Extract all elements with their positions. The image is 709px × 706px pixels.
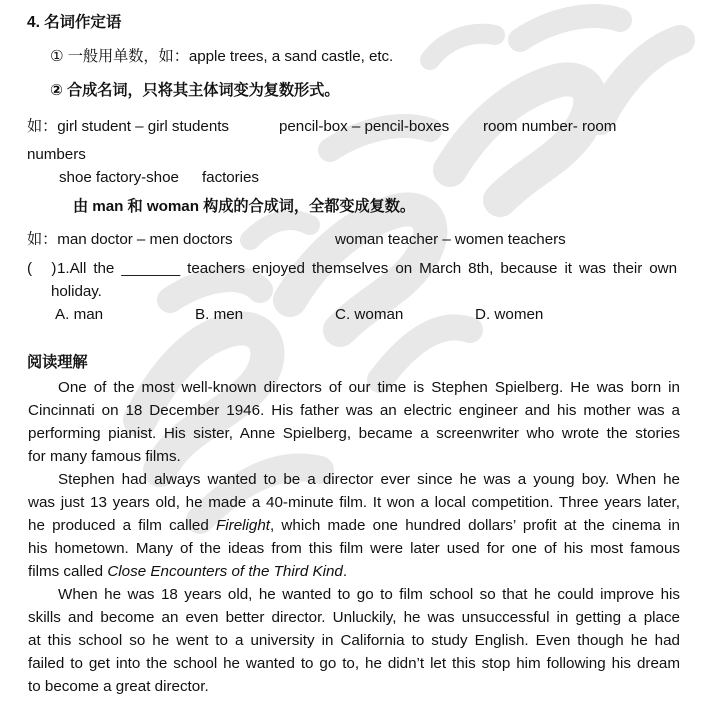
question-text: 1.All the _______ teachers enjoyed themselves on March 8th, because it was their own	[57, 260, 677, 277]
paragraph-line: One of the most well-known directors of our time is Stephen Spielberg. He was born in	[58, 379, 680, 396]
film-title-close-encounters: Close Encounters of the Third Kind	[107, 563, 343, 580]
paragraph-line: to become a great director.	[28, 678, 209, 695]
paragraph-line: performing pianist. His sister, Anne Spielberg, became a screenwriter who wrote the stories	[28, 425, 680, 442]
text-run: films called	[28, 563, 108, 580]
reading-paragraph-2	[28, 468, 680, 583]
example-line-2: numbers	[27, 146, 86, 163]
paragraph-line: at this school so he went to a university in California to study English. Even though he had	[28, 632, 680, 649]
answer-blank-paren[interactable]: ( )	[27, 260, 57, 277]
text-run: he produced a film called	[28, 517, 216, 534]
text-run: , which made one hundred dollars’ profit at the cinema in	[270, 517, 681, 534]
rule-1: ① 一般用单数，如：apple trees, a sand castle, etc.	[50, 48, 394, 65]
option-c[interactable]: C. woman	[335, 306, 404, 323]
example-man-doctor: 如：man doctor – men doctors	[27, 231, 233, 248]
paragraph-line: his hometown. Many of the ideas from this film were later used for one of his most famous	[28, 540, 680, 557]
paragraph-line: for many famous films.	[28, 448, 181, 465]
paragraph-line	[28, 514, 680, 537]
paragraph-line: failed to get into the school he wanted to go to, he didn’t let this stop him following his dream	[28, 655, 680, 672]
example-line-1-item-3: room number- room	[483, 118, 617, 135]
example-woman-teacher: woman teacher – women teachers	[335, 231, 566, 248]
example-line-1-prefix: 如：girl student – girl students	[27, 118, 229, 135]
example-line-1-item-2: pencil-box – pencil-boxes	[279, 118, 450, 135]
option-a[interactable]: A. man	[55, 306, 104, 323]
text-run: .	[342, 563, 348, 580]
paragraph-line: skills and become an even better director. Unluckily, he was unsuccessful in getting a place	[28, 609, 680, 626]
reading-paragraph-1	[28, 376, 680, 468]
film-title-firelight: Firelight	[215, 517, 271, 534]
paragraph-line: Cincinnati on 18 December 1946. His father was an electric engineer and his mother was a	[28, 402, 680, 419]
rule-2: ② 合成名词，只将其主体词变为复数形式。	[50, 82, 340, 99]
paragraph-line: Stephen had always wanted to be a director ever since he was a young boy. When he	[58, 471, 680, 488]
rule-3: 由 man 和 woman 构成的合成词，全都变成复数。	[73, 198, 416, 215]
paragraph-line: When he was 18 years old, he wanted to go to film school so that he could improve his	[58, 586, 680, 603]
example-line-3-item-1: shoe factory-shoe	[59, 169, 179, 186]
paragraph-line: was just 13 years old, he made a 40-minute film. It won a local competition. Three years later,	[28, 494, 680, 511]
section-heading: 4. 名词作定语	[27, 14, 122, 31]
paragraph-line	[28, 560, 680, 583]
option-d[interactable]: D. women	[475, 306, 544, 323]
option-b[interactable]: B. men	[195, 306, 244, 323]
reading-title: 阅读理解	[27, 354, 88, 371]
question-text-continued: holiday.	[51, 283, 102, 300]
example-line-3-item-2: factories	[202, 169, 259, 186]
reading-paragraph-3	[28, 583, 680, 698]
